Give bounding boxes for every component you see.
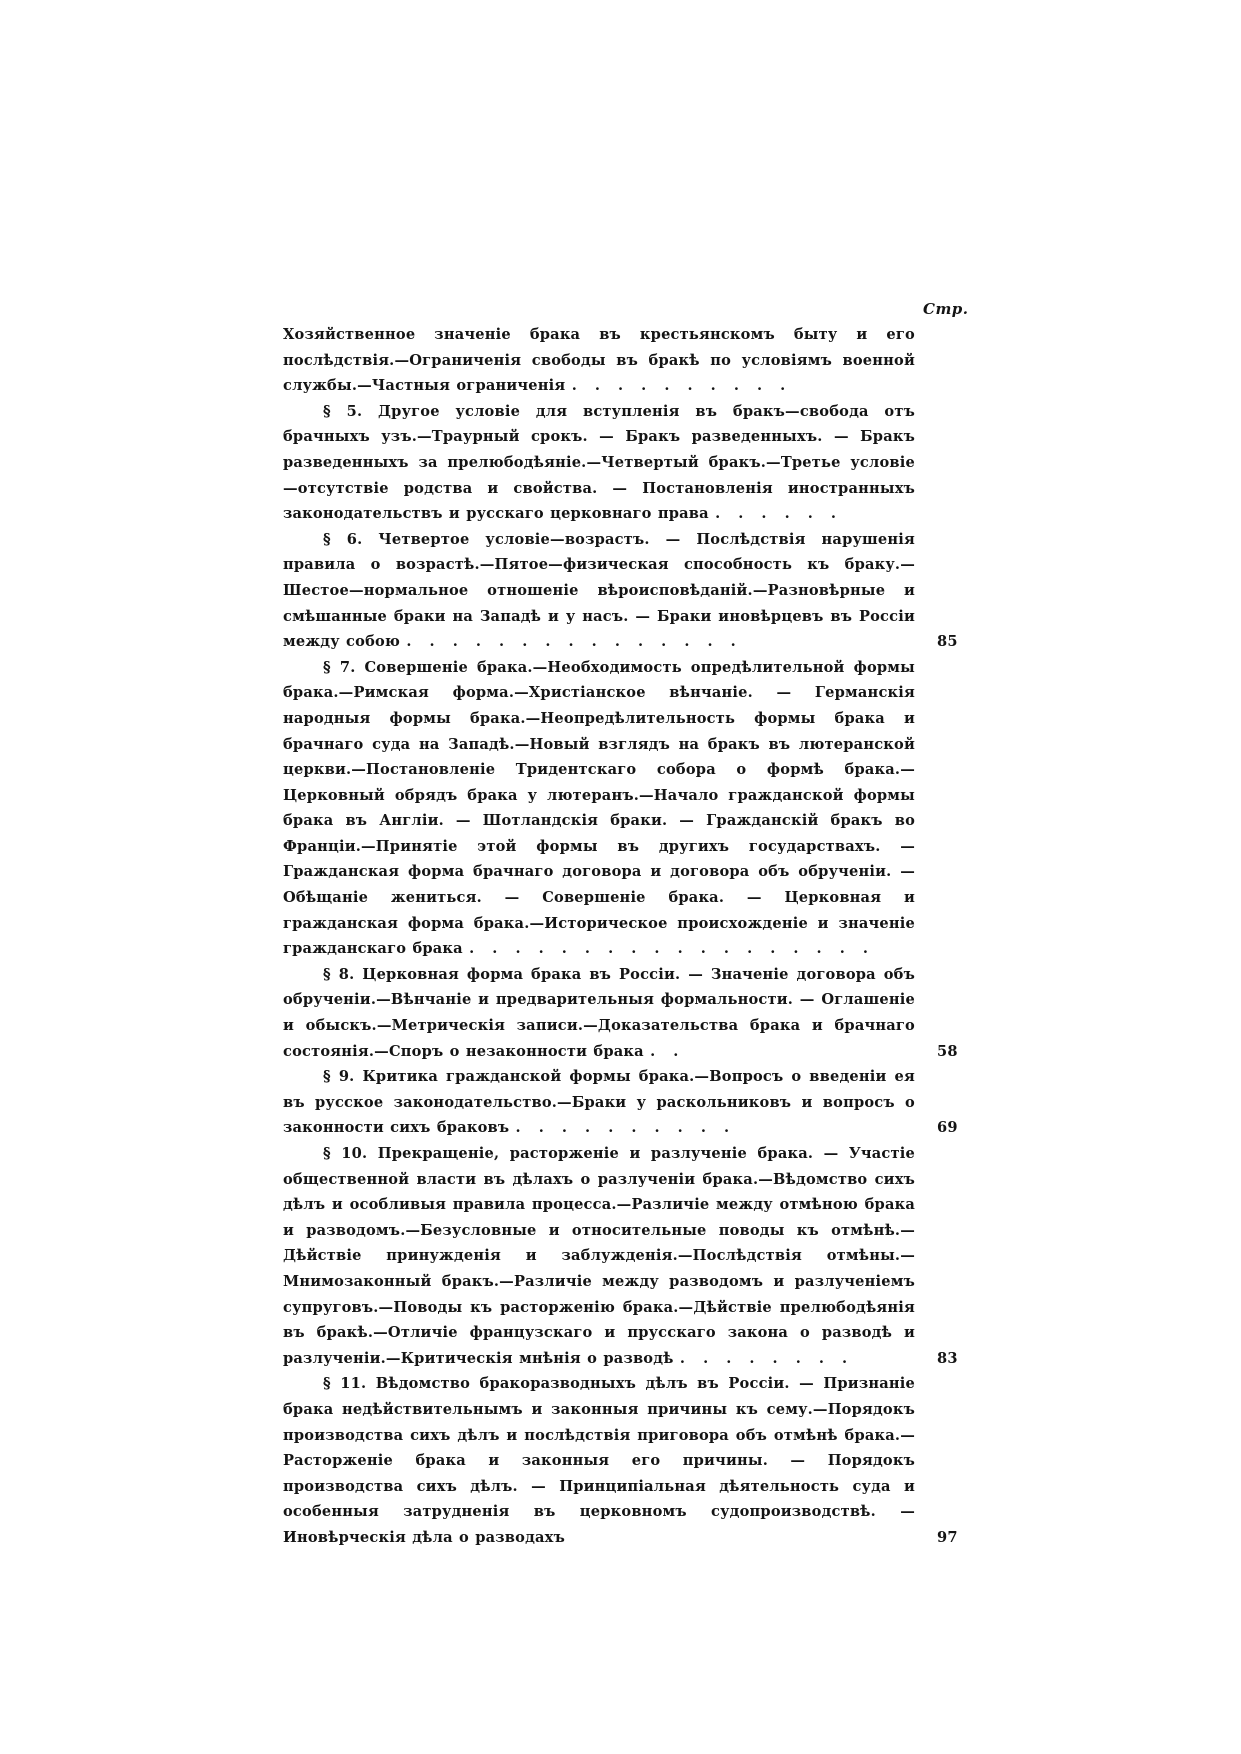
toc-entry-text: § 10. Прекращеніе, расторженіе и разлученіе брака. — Участіе общественной власти въ дѣлахъ о разлученіи брака.—Вѣдомство сихъ дѣлъ и особливыя правила процесса.—Различіе между отмѣною брака и разводомъ.—Безусловные и относительные поводы къ отмѣнѣ.—Дѣйствіе принужденія и заблужденія.—Послѣдствія отмѣны.—Мнимозаконный бракъ.—Различіе между разводомъ и разлученіемъ супруговъ.—Поводы къ расторженію брака.—Дѣйствіе прелюбодѣянія въ бракѣ.—Отличіе французскаго и прусскаго закона о разводѣ и разлученіи.—Критическія мнѣнія о разводѣ (283, 1145, 915, 1367)
toc-entry-text: § 11. Вѣдомство бракоразводныхъ дѣлъ въ Россіи. — Признаніе брака недѣйствительнымъ и законныя причины къ сему.—Порядокъ производства сихъ дѣлъ и послѣдствія приговора объ отмѣнѣ брака.—Расторженіе брака и законныя его причины. — Порядокъ производства сихъ дѣлъ. — Принципіальная дѣятельность суда и особенныя затрудненія въ церковномъ судопроизводствѣ. — Иновѣрческія дѣла о разводахъ (283, 1375, 915, 1546)
toc-entry-leader: . . . . . . . . (679, 1349, 854, 1367)
toc-page-number: 83 (937, 1349, 958, 1367)
toc-entry-text: § 7. Совершеніе брака.—Необходимость опредѣлительной формы брака.—Римская форма.—Христіанское вѣнчаніе. — Германскія народныя формы брака.—Неопредѣлительность формы брака и брачнаго суда на Западѣ.—Новый взглядъ на бракъ въ лютеранской церкви.—Постановленіе Тридентскаго собора о формѣ брака.—Церковный обрядъ брака у лютеранъ.—Начало гражданской формы брака въ Англіи. — Шотландскія браки. — Гражданскій бракъ во Франціи.—Принятіе этой формы въ другихъ государствахъ. — Гражданская форма брачнаго договора и договора объ обрученіи. — Обѣщаніе жениться. — Совершеніе брака. — Церковная и гражданская форма брака.—Историческое происхожденіе и значеніе гражданскаго брака (283, 658, 915, 958)
page-column-header: Стр. (923, 300, 969, 318)
toc-entry (283, 1371, 958, 1550)
toc-entry-leader: . . . . . . (715, 505, 842, 523)
toc-page-number: 58 (937, 1042, 958, 1060)
toc-entry-text: § 6. Четвертое условіе—возрастъ. — Послѣдствія нарушенія правила о возрастѣ.—Пятое—физическая способность къ браку.—Шестое—нормальное отношеніе вѣроисповѣданій.—Разновѣрные и смѣшанные браки на Западѣ и у насъ. — Браки иновѣрцевъ въ Россіи между собою (283, 530, 915, 651)
toc-page-number: 97 (937, 1528, 958, 1546)
toc-entry (283, 1141, 958, 1371)
toc-entry-leader: . . . . . . . . . . (571, 377, 792, 395)
table-of-contents (283, 322, 958, 1551)
toc-entry (283, 962, 958, 1064)
toc-entry (283, 399, 915, 527)
toc-entry-text: § 5. Другое условіе для вступленія въ бракъ—свобода отъ брачныхъ узъ.—Траурный срокъ. — Бракъ разведенныхъ. — Бракъ разведенныхъ за прелюбодѣяніе.—Четвертый бракъ.—Третье условіе—отсутствіе родства и свойства. — Постановленія иностранныхъ законодательствъ и русскаго церковнаго права (283, 402, 915, 523)
toc-page-number: 85 (937, 633, 958, 651)
toc-entry-leader: . . (650, 1042, 685, 1060)
toc-entry (283, 527, 958, 655)
toc-entry-leader: . . . . . . . . . . . . . . . (406, 633, 742, 651)
toc-entry-leader: . . . . . . . . . . (515, 1119, 736, 1137)
toc-entry (283, 655, 915, 962)
toc-entry-leader: . . . . . . . . . . . . . . . . . . (469, 940, 874, 958)
toc-entry-text: Хозяйственное значеніе брака въ крестьянскомъ быту и его послѣдствія.—Ограниченія свободы въ бракѣ по условіямъ военной службы.—Частныя ограниченія (283, 326, 915, 395)
toc-entry-text: § 8. Церковная форма брака въ Россіи. — Значеніе договора объ обрученіи.—Вѣнчаніе и предварительныя формальности. — Оглашеніе и обыскъ.—Метрическія записи.—Доказательства брака и брачнаго состоянія.—Споръ о незаконности брака (283, 965, 915, 1060)
toc-entry-text: § 9. Критика гражданской формы брака.—Вопросъ о введеніи ея въ русское законодательство.—Браки у раскольниковъ и вопросъ о законности сихъ браковъ (283, 1068, 915, 1137)
toc-entry (283, 322, 915, 399)
toc-entry (283, 1064, 958, 1141)
toc-page-number: 69 (937, 1119, 958, 1137)
